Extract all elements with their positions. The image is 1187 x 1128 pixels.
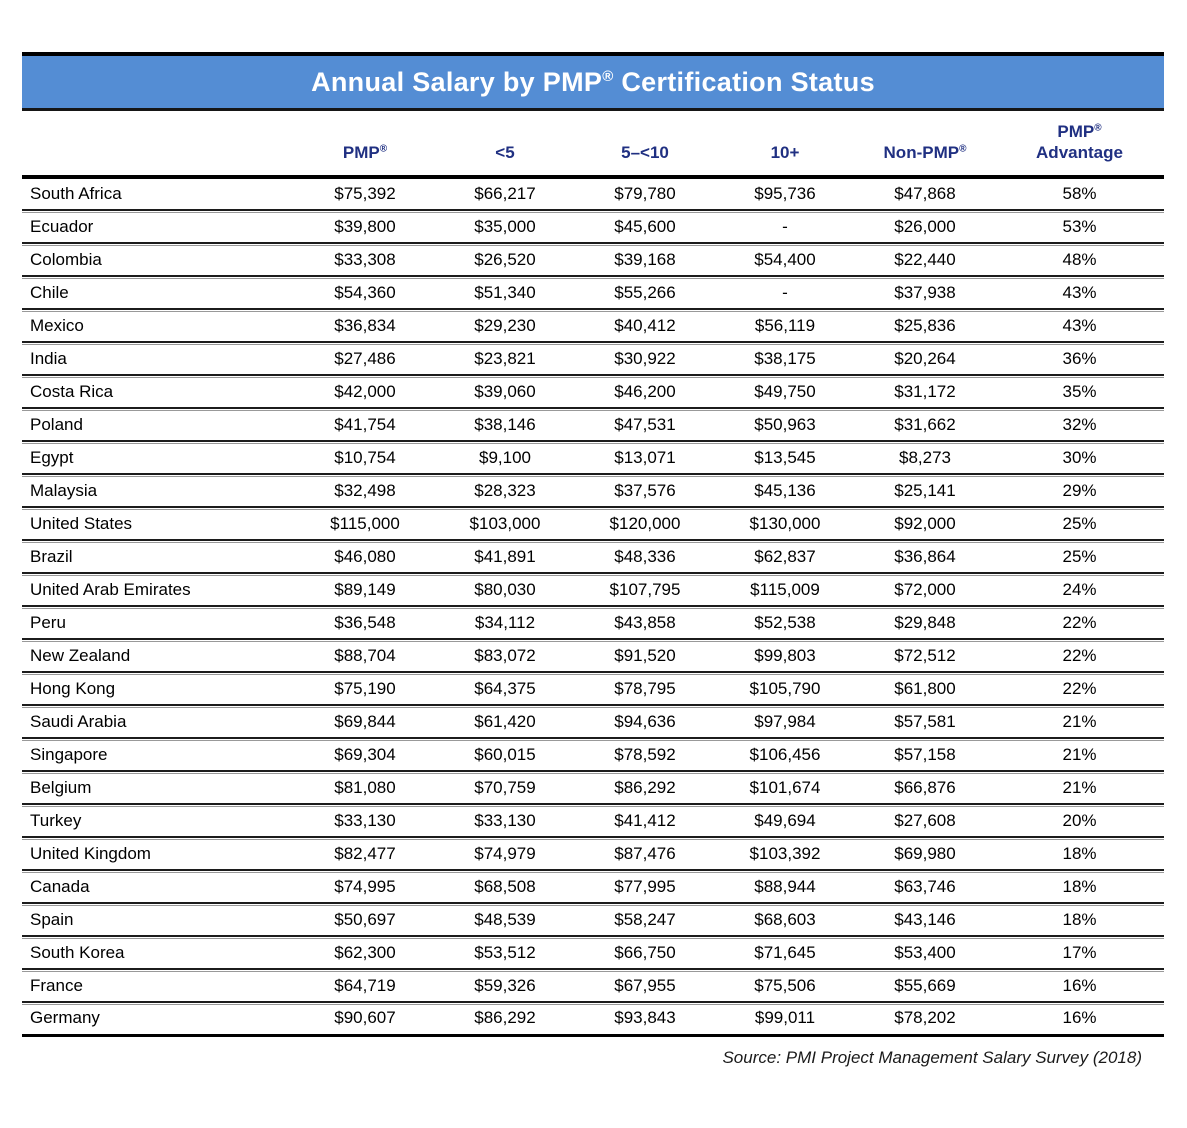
lt5-salary-cell: $28,323 <box>435 474 575 507</box>
10plus-salary-cell: $105,790 <box>715 672 855 705</box>
5to10-salary-cell: $40,412 <box>575 309 715 342</box>
5to10-salary-cell: $93,843 <box>575 1002 715 1035</box>
lt5-salary-cell: $83,072 <box>435 639 575 672</box>
advantage-cell: 21% <box>995 705 1164 738</box>
table-row <box>22 210 1164 243</box>
lt5-salary-cell: $51,340 <box>435 276 575 309</box>
10plus-salary-cell: $38,175 <box>715 342 855 375</box>
lt5-salary-cell: $66,217 <box>474 184 536 203</box>
country-cell: Germany <box>22 1002 295 1035</box>
country-cell: Belgium <box>22 771 295 804</box>
5to10-salary-cell: $67,955 <box>575 969 715 1002</box>
pmp-salary-cell: $64,719 <box>295 969 435 1002</box>
lt5-salary-cell: $34,112 <box>435 606 575 639</box>
5to10-salary-cell: $77,995 <box>575 870 715 903</box>
10plus-salary-cell: $88,944 <box>715 870 855 903</box>
pmp-salary-cell: $62,300 <box>295 936 435 969</box>
nonpmp-salary-cell: $72,512 <box>855 639 995 672</box>
nonpmp-salary-cell: $57,158 <box>855 738 995 771</box>
advantage-cell: 32% <box>995 408 1164 441</box>
country-cell: Costa Rica <box>22 375 295 408</box>
nonpmp-salary-cell: $22,440 <box>855 243 995 276</box>
table-row <box>22 309 1164 342</box>
country-cell: Canada <box>22 870 295 903</box>
lt5-salary-cell: $86,292 <box>435 1002 575 1035</box>
pmp-salary-cell: $27,486 <box>295 342 435 375</box>
advantage-cell: 29% <box>995 474 1164 507</box>
nonpmp-salary-cell: $66,876 <box>855 771 995 804</box>
lt5-salary-cell: $35,000 <box>435 210 575 243</box>
10plus-salary-cell: $75,506 <box>715 969 855 1002</box>
lt5-salary-cell: $33,130 <box>435 804 575 837</box>
advantage-cell: 35% <box>995 375 1164 408</box>
10plus-salary-cell: $101,674 <box>715 771 855 804</box>
lt5-salary-cell: $70,759 <box>435 771 575 804</box>
lt5-salary-cell: $39,060 <box>435 375 575 408</box>
10plus-salary-cell: $68,603 <box>715 903 855 936</box>
10plus-salary-cell: $130,000 <box>715 507 855 540</box>
advantage-cell: 43% <box>995 276 1164 309</box>
table-row <box>22 771 1164 804</box>
lt5-salary-cell: $64,375 <box>435 672 575 705</box>
5to10-salary-cell: $87,476 <box>575 837 715 870</box>
5to10-salary-cell: $30,922 <box>575 342 715 375</box>
advantage-cell: 53% <box>995 210 1164 243</box>
pmp-salary-cell: $54,360 <box>295 276 435 309</box>
country-cell: Brazil <box>22 540 295 573</box>
country-cell: Malaysia <box>22 474 295 507</box>
nonpmp-salary-cell: $8,273 <box>855 441 995 474</box>
pmp-salary-cell: $41,754 <box>295 408 435 441</box>
table-row <box>22 705 1164 738</box>
10plus-salary-cell: $99,011 <box>715 1002 855 1035</box>
10plus-salary-cell: $62,837 <box>715 540 855 573</box>
pmp-salary-cell: $115,000 <box>295 507 435 540</box>
pmp-salary-cell: $50,697 <box>295 903 435 936</box>
column-header-10plus: 10+ <box>715 111 855 177</box>
pmp-salary-cell: $39,800 <box>295 210 435 243</box>
table-row <box>22 606 1164 639</box>
nonpmp-salary-cell: $69,980 <box>855 837 995 870</box>
lt5-salary-cell: $9,100 <box>435 441 575 474</box>
5to10-salary-cell: $13,071 <box>575 441 715 474</box>
pmp-salary-cell: $81,080 <box>295 771 435 804</box>
table-row <box>22 804 1164 837</box>
lt5-salary-cell: $103,000 <box>435 507 575 540</box>
nonpmp-salary-cell: $61,800 <box>855 672 995 705</box>
10plus-salary-cell: $106,456 <box>715 738 855 771</box>
column-header-5to10: 5–<10 <box>575 111 715 177</box>
10plus-salary-cell: $50,963 <box>715 408 855 441</box>
advantage-cell: 48% <box>995 243 1164 276</box>
pmp-salary-cell: $32,498 <box>295 474 435 507</box>
country-cell: Saudi Arabia <box>22 705 295 738</box>
5to10-salary-cell: $41,412 <box>575 804 715 837</box>
10plus-salary-cell: $97,984 <box>715 705 855 738</box>
nonpmp-salary-cell: $36,864 <box>855 540 995 573</box>
advantage-cell: 21% <box>995 738 1164 771</box>
pmp-salary-cell: $75,190 <box>295 672 435 705</box>
advantage-cell: 43% <box>995 309 1164 342</box>
5to10-salary-cell: $86,292 <box>575 771 715 804</box>
table-row <box>22 870 1164 903</box>
5to10-salary-cell: $58,247 <box>575 903 715 936</box>
10plus-salary-cell: $49,694 <box>715 804 855 837</box>
10plus-salary-cell: $56,119 <box>715 309 855 342</box>
country-cell: Poland <box>22 408 295 441</box>
10plus-salary-cell: $45,136 <box>715 474 855 507</box>
source-note: Source: PMI Project Management Salary Survey (2018) <box>722 1047 1142 1067</box>
advantage-cell: 22% <box>995 639 1164 672</box>
5to10-salary-cell: $55,266 <box>575 276 715 309</box>
nonpmp-salary-cell: $43,146 <box>855 903 995 936</box>
advantage-cell: 18% <box>995 903 1164 936</box>
table-row <box>22 441 1164 474</box>
5to10-salary-cell: $107,795 <box>575 573 715 606</box>
country-cell: Colombia <box>22 243 295 276</box>
country-cell: United Arab Emirates <box>22 573 295 606</box>
table-row <box>22 408 1164 441</box>
country-cell: Chile <box>22 276 295 309</box>
lt5-salary-cell: $68,508 <box>435 870 575 903</box>
nonpmp-salary-cell: $25,141 <box>855 474 995 507</box>
country-cell: South Korea <box>22 936 295 969</box>
advantage-cell: 25% <box>995 540 1164 573</box>
table-row <box>22 474 1164 507</box>
header-row <box>22 111 1164 177</box>
5to10-salary-cell: $78,795 <box>575 672 715 705</box>
nonpmp-salary-cell: $78,202 <box>855 1002 995 1035</box>
5to10-salary-cell: $94,636 <box>575 705 715 738</box>
lt5-salary-cell: $59,326 <box>435 969 575 1002</box>
pmp-salary-cell: $88,704 <box>295 639 435 672</box>
10plus-salary-cell: $115,009 <box>715 573 855 606</box>
nonpmp-salary-cell: $29,848 <box>855 606 995 639</box>
pmp-salary-cell: $90,607 <box>295 1002 435 1035</box>
lt5-salary-cell: $48,539 <box>435 903 575 936</box>
5to10-salary-cell: $78,592 <box>575 738 715 771</box>
10plus-salary-cell: $71,645 <box>715 936 855 969</box>
pmp-salary-cell: $74,995 <box>295 870 435 903</box>
country-cell: New Zealand <box>22 639 295 672</box>
nonpmp-salary-cell: $53,400 <box>855 936 995 969</box>
lt5-salary-cell: $80,030 <box>435 573 575 606</box>
5to10-salary-cell: $79,780 <box>614 184 676 203</box>
country-cell: South Africa <box>30 184 122 203</box>
table-row <box>22 276 1164 309</box>
lt5-salary-cell: $60,015 <box>435 738 575 771</box>
nonpmp-salary-cell: $27,608 <box>855 804 995 837</box>
10plus-salary-cell: $54,400 <box>715 243 855 276</box>
10plus-salary-cell: $52,538 <box>715 606 855 639</box>
table-row <box>22 639 1164 672</box>
10plus-salary-cell: - <box>715 276 855 309</box>
10plus-salary-cell: $99,803 <box>715 639 855 672</box>
lt5-salary-cell: $61,420 <box>435 705 575 738</box>
10plus-salary-cell: $95,736 <box>754 184 816 203</box>
5to10-salary-cell: $120,000 <box>575 507 715 540</box>
column-header-nonpmp: Non-PMP® <box>855 111 995 177</box>
table-row <box>22 1002 1164 1035</box>
table-row <box>22 540 1164 573</box>
lt5-salary-cell: $29,230 <box>435 309 575 342</box>
table-row <box>22 375 1164 408</box>
nonpmp-salary-cell: $31,172 <box>855 375 995 408</box>
table-row <box>22 969 1164 1002</box>
nonpmp-salary-cell: $26,000 <box>855 210 995 243</box>
advantage-cell: 25% <box>995 507 1164 540</box>
country-cell: United Kingdom <box>22 837 295 870</box>
5to10-salary-cell: $47,531 <box>575 408 715 441</box>
pmp-salary-cell: $36,548 <box>295 606 435 639</box>
10plus-salary-cell: $103,392 <box>715 837 855 870</box>
nonpmp-salary-cell: $63,746 <box>855 870 995 903</box>
lt5-salary-cell: $26,520 <box>435 243 575 276</box>
country-cell: Turkey <box>22 804 295 837</box>
nonpmp-salary-cell: $55,669 <box>855 969 995 1002</box>
advantage-cell: 18% <box>995 837 1164 870</box>
lt5-salary-cell: $74,979 <box>435 837 575 870</box>
5to10-salary-cell: $46,200 <box>575 375 715 408</box>
table-row <box>22 936 1164 969</box>
pmp-salary-cell: $75,392 <box>334 184 396 203</box>
table-row <box>22 507 1164 540</box>
5to10-salary-cell: $39,168 <box>575 243 715 276</box>
10plus-salary-cell: - <box>715 210 855 243</box>
pmp-salary-cell: $82,477 <box>295 837 435 870</box>
5to10-salary-cell: $91,520 <box>575 639 715 672</box>
pmp-salary-cell: $69,304 <box>295 738 435 771</box>
advantage-cell: 58% <box>1062 184 1097 203</box>
pmp-salary-cell: $69,844 <box>295 705 435 738</box>
lt5-salary-cell: $53,512 <box>435 936 575 969</box>
table-row <box>22 177 1164 210</box>
pmp-salary-cell: $33,130 <box>295 804 435 837</box>
nonpmp-salary-cell: $47,868 <box>894 184 956 203</box>
country-cell: Spain <box>22 903 295 936</box>
advantage-cell: 30% <box>995 441 1164 474</box>
5to10-salary-cell: $43,858 <box>575 606 715 639</box>
5to10-salary-cell: $45,600 <box>575 210 715 243</box>
advantage-cell: 22% <box>995 672 1164 705</box>
table-row <box>22 342 1164 375</box>
country-column-header <box>22 111 295 177</box>
pmp-salary-cell: $46,080 <box>295 540 435 573</box>
country-cell: United States <box>22 507 295 540</box>
advantage-cell: 22% <box>995 606 1164 639</box>
salary-table <box>22 111 1164 1037</box>
nonpmp-salary-cell: $37,938 <box>855 276 995 309</box>
5to10-salary-cell: $37,576 <box>575 474 715 507</box>
advantage-cell: 21% <box>995 771 1164 804</box>
country-cell: France <box>22 969 295 1002</box>
nonpmp-salary-cell: $72,000 <box>855 573 995 606</box>
column-header-pmp-advantage: PMP® Advantage <box>995 111 1164 177</box>
country-cell: Singapore <box>22 738 295 771</box>
column-header-pmp: PMP® <box>295 111 435 177</box>
country-cell: Hong Kong <box>22 672 295 705</box>
advantage-cell: 17% <box>995 936 1164 969</box>
country-cell: Peru <box>22 606 295 639</box>
pmp-salary-cell: $42,000 <box>295 375 435 408</box>
table-row <box>22 243 1164 276</box>
table-title-band <box>22 52 1164 111</box>
table-row <box>22 672 1164 705</box>
advantage-cell: 20% <box>995 804 1164 837</box>
table-row <box>22 903 1164 936</box>
advantage-cell: 16% <box>995 1002 1164 1035</box>
country-cell: Egypt <box>22 441 295 474</box>
country-cell: India <box>22 342 295 375</box>
nonpmp-salary-cell: $57,581 <box>855 705 995 738</box>
table-title: Annual Salary by PMP® Certification Status <box>311 66 875 97</box>
country-cell: Ecuador <box>22 210 295 243</box>
nonpmp-salary-cell: $31,662 <box>855 408 995 441</box>
column-header-lt5: <5 <box>435 111 575 177</box>
advantage-cell: 36% <box>995 342 1164 375</box>
table-row <box>22 837 1164 870</box>
lt5-salary-cell: $38,146 <box>435 408 575 441</box>
pmp-salary-cell: $36,834 <box>295 309 435 342</box>
pmp-salary-cell: $89,149 <box>295 573 435 606</box>
advantage-cell: 16% <box>995 969 1164 1002</box>
country-cell: Mexico <box>22 309 295 342</box>
salary-report-page <box>22 52 1164 1068</box>
lt5-salary-cell: $41,891 <box>435 540 575 573</box>
lt5-salary-cell: $23,821 <box>435 342 575 375</box>
table-row <box>22 738 1164 771</box>
pmp-salary-cell: $33,308 <box>295 243 435 276</box>
advantage-cell: 18% <box>995 870 1164 903</box>
table-row <box>22 573 1164 606</box>
nonpmp-salary-cell: $25,836 <box>855 309 995 342</box>
nonpmp-salary-cell: $20,264 <box>855 342 995 375</box>
5to10-salary-cell: $66,750 <box>575 936 715 969</box>
5to10-salary-cell: $48,336 <box>575 540 715 573</box>
10plus-salary-cell: $49,750 <box>715 375 855 408</box>
pmp-salary-cell: $10,754 <box>295 441 435 474</box>
10plus-salary-cell: $13,545 <box>715 441 855 474</box>
advantage-cell: 24% <box>995 573 1164 606</box>
nonpmp-salary-cell: $92,000 <box>855 507 995 540</box>
